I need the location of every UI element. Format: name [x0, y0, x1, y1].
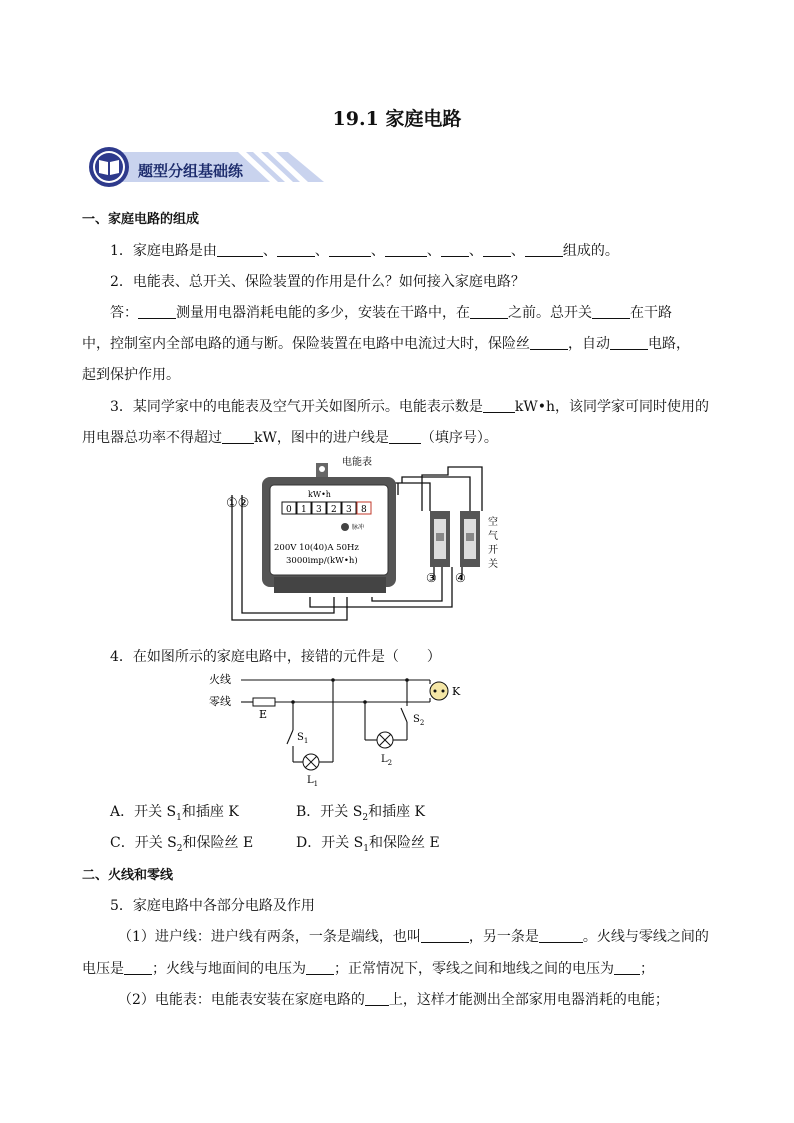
question-3-line-2: 用电器总功率不得超过 kW，图中的进户线是 （填序号）。: [82, 430, 498, 446]
question-5-p1: （1）进户线：进户线有两条，一条是端线，也叫 ，另一条是 。火线与零线之间的: [118, 929, 709, 945]
meter-display: [282, 502, 371, 515]
option-b[interactable]: B．开关 $S_2$和插座 K: [296, 804, 425, 823]
breaker-label-4: ④: [455, 571, 466, 585]
lamp-l1: [303, 754, 319, 770]
question-3-line-1: 3．某同学家中的电能表及空气开关如图所示。电能表示数是 kW•h，该同学家可同时使用的: [110, 399, 710, 415]
meter-unit: kW•h: [308, 490, 331, 499]
section-heading-1: 一、家庭电路的组成: [82, 212, 200, 227]
circuit-figure: [205, 670, 475, 790]
meter-digit: 3: [346, 505, 352, 515]
page-title: 19.1 家庭电路: [332, 108, 462, 130]
question-5-title: 5．家庭电路中各部分电路及作用: [110, 898, 315, 914]
meter-spec-1: 200V 10(40)A 50Hz: [274, 543, 359, 553]
answer-2-line-1: 答： 测量用电器消耗电能的多少，安装在干路中，在 之前。总开关 在干路: [110, 305, 672, 321]
neutral-label: 零线: [209, 695, 231, 708]
pulse-label: 脉冲: [352, 524, 365, 531]
meter-digit: 0: [286, 505, 292, 515]
s1-label: $S_1$: [297, 732, 309, 745]
question-5-p3: （2）电能表：电能表安装在家庭电路的 上，这样才能测出全部家用电器消耗的电能；: [118, 992, 669, 1008]
l2-label: $L_2$: [381, 754, 393, 767]
meter-digit: 2: [331, 505, 337, 515]
meter-digit: 1: [301, 505, 307, 515]
l1-label: $L_1$: [307, 775, 319, 788]
answer-2-line-2: 中，控制室内全部电路的通与断。保险装置在电路中电流过大时，保险丝 ，自动 电路，: [82, 336, 690, 352]
s2-label: $S_2$: [413, 714, 425, 727]
wire-label-12: ①②: [226, 496, 250, 511]
meter-digit: 8: [361, 505, 367, 515]
breaker-4: [460, 511, 480, 567]
breaker-text-1: 空: [488, 517, 498, 528]
option-c[interactable]: C．开关 $S_2$和保险丝 E: [110, 835, 254, 854]
live-label: 火线: [209, 673, 231, 686]
question-1: 1．家庭电路是由 、 、 、 、 、 、 组成的。: [110, 243, 619, 259]
question-4: 4．在如图所示的家庭电路中，接错的元件是（ ）: [110, 649, 441, 665]
meter-spec-2: 3000imp/(kW•h): [286, 556, 358, 566]
breaker-label-3: ③: [426, 571, 437, 585]
breaker-text-3: 开: [488, 545, 498, 556]
question-5-p2: 电压是 ；火线与地面间的电压为 ；正常情况下，零线之间和地线之间的电压为 ；: [82, 961, 654, 977]
banner-label: 题型分组基础练: [138, 162, 244, 180]
breaker-text-4: 关: [488, 559, 498, 570]
socket-k: [430, 682, 448, 700]
meter-digit: 3: [316, 505, 322, 515]
socket-label: K: [452, 685, 461, 698]
fuse-label: E: [259, 708, 268, 721]
question-2: 2．电能表、总开关、保险装置的作用是什么？如何接入家庭电路？: [110, 274, 525, 290]
option-d[interactable]: D．开关 $S_1$和保险丝 E: [296, 835, 440, 854]
breaker-3: [430, 511, 450, 567]
option-a[interactable]: A．开关 $S_1$和插座 K: [110, 804, 239, 823]
answer-2-line-3: 起到保护作用。: [82, 367, 180, 383]
lamp-l2: [377, 732, 393, 748]
section-heading-2: 二、火线和零线: [82, 868, 174, 883]
meter-figure: [222, 455, 512, 627]
breaker-text-2: 气: [488, 531, 498, 542]
fuse-e: [253, 698, 275, 706]
meter-label: 电能表: [342, 457, 372, 468]
